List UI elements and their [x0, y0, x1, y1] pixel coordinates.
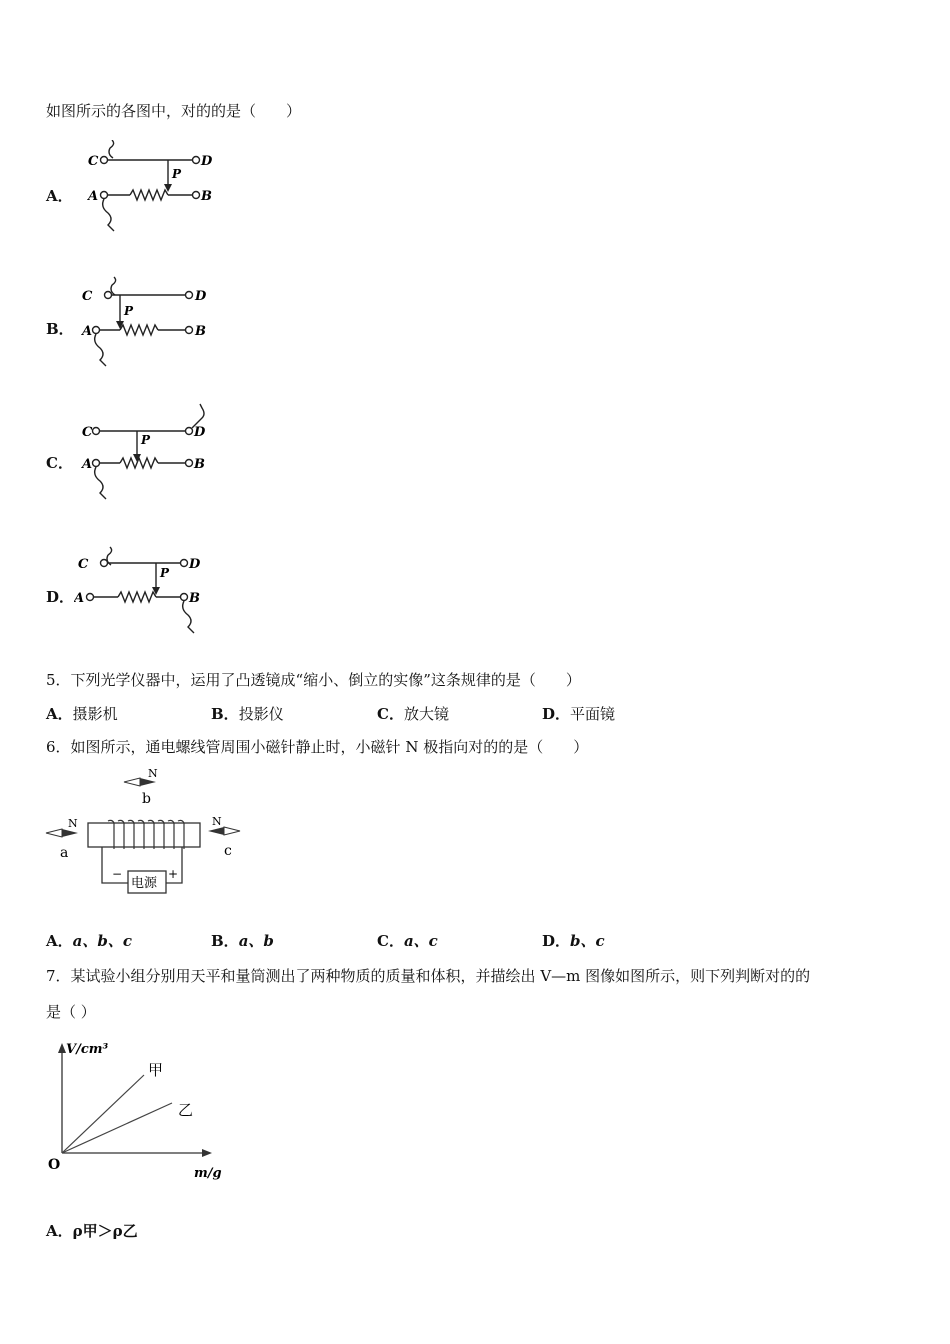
needle-c-label: c — [224, 843, 232, 859]
q6-option-b: B．a、b — [211, 932, 274, 950]
q7-option-a: A．ρ甲＞ρ乙 — [46, 1222, 138, 1240]
q6-solenoid-figure — [40, 765, 260, 900]
x-axis-label: m/g — [194, 1166, 222, 1181]
q7-vm-graph — [44, 1035, 234, 1190]
q5-option-c: C．放大镜 — [377, 705, 449, 723]
terminal-c: C — [88, 154, 99, 169]
terminal-b: B — [189, 591, 200, 606]
needle-b-label: b — [142, 791, 151, 807]
needle-c-n-label: N — [212, 815, 222, 828]
q4-option-d-circuit — [74, 535, 214, 635]
q4-option-c-label: C． — [46, 454, 73, 472]
q4-option-d-label: D． — [46, 588, 75, 606]
y-axis-label: V/cm³ — [66, 1042, 109, 1057]
needle-a-label: a — [60, 845, 69, 861]
q6-stem: 6．如图所示，通电螺线管周围小磁针静止时，小磁针 N 极指向对的的是（ ） — [46, 738, 589, 756]
slider-p: P — [172, 167, 182, 181]
slider-p: P — [141, 433, 151, 447]
slider-p: P — [124, 304, 134, 318]
terminal-b: B — [195, 324, 206, 339]
terminal-c: C — [82, 289, 93, 304]
line-jia — [62, 1075, 144, 1153]
q7-stem-line1: 7．某试验小组分别用天平和量筒测出了两种物质的质量和体积，并描绘出 V—m 图像如图所示，则下列判断对的的 — [46, 967, 811, 985]
terminal-a: A — [88, 189, 99, 204]
power-plus: + — [168, 867, 179, 881]
terminal-a: A — [82, 324, 93, 339]
origin-label: O — [48, 1157, 61, 1173]
q7-stem-line2: 是（ ） — [46, 1003, 96, 1021]
q5-option-a: A．摄影机 — [46, 705, 118, 723]
terminal-b: B — [194, 457, 205, 472]
q5-stem: 5．下列光学仪器中，运用了凸透镜成“缩小、倒立的实像”这条规律的是（ ） — [46, 671, 581, 689]
terminal-a: A — [82, 457, 93, 472]
line-yi — [62, 1103, 172, 1153]
power-source-label: 电源 — [131, 876, 158, 891]
q4-option-b-label: B． — [46, 320, 74, 338]
terminal-d: D — [201, 154, 213, 169]
q4-option-a-circuit — [80, 140, 220, 240]
q5-option-d: D．平面镜 — [542, 705, 616, 723]
q6-option-a: A．a、b、c — [46, 932, 132, 950]
needle-a-n-label: N — [68, 817, 78, 830]
terminal-a: A — [74, 591, 85, 606]
q4-option-c-circuit — [80, 400, 220, 505]
terminal-d: D — [195, 289, 207, 304]
terminal-d: D — [194, 425, 206, 440]
terminal-c: C — [78, 557, 89, 572]
slider-p: P — [160, 566, 170, 580]
q4-stem: 如图所示的各图中，对的的是（ ） — [46, 102, 302, 120]
q6-option-d: D．b、c — [542, 932, 605, 950]
q4-option-b-circuit — [80, 265, 220, 375]
needle-b-n-label: N — [148, 767, 158, 780]
line-yi-label: 乙 — [178, 1101, 194, 1119]
q6-option-c: C．a、c — [377, 932, 438, 950]
terminal-c: C — [82, 425, 93, 440]
q4-option-a-label: A． — [46, 187, 73, 205]
power-minus: − — [112, 867, 123, 881]
line-jia-label: 甲 — [148, 1061, 164, 1079]
terminal-b: B — [201, 189, 212, 204]
terminal-d: D — [189, 557, 201, 572]
q5-option-b: B．投影仪 — [211, 705, 284, 723]
